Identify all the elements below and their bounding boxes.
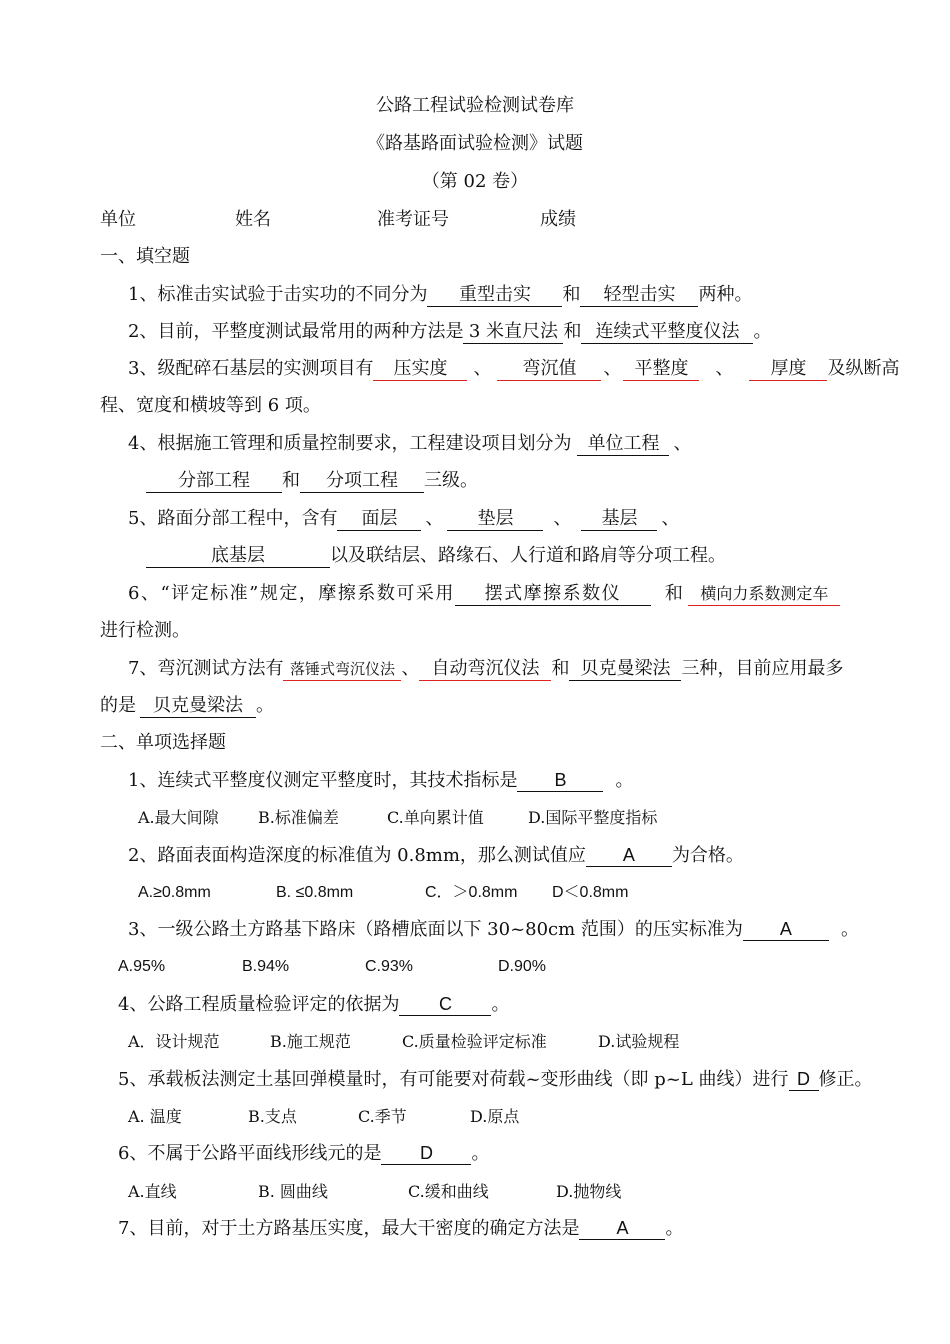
fill-answer: 贝克曼梁法 — [140, 695, 256, 718]
fill-answer: 底基层 — [146, 545, 330, 568]
fill-answer: 落锤式弯沉仪法 — [283, 658, 401, 681]
choice-answer: A — [586, 844, 672, 867]
option: A.直线 — [128, 1182, 177, 1201]
choice-question-5: 5、承载板法测定土基回弹模量时，有可能要对荷载~变形曲线（即 p~L 曲线）进行 D 修正。 — [118, 1069, 873, 1090]
field-unit: 单位 — [100, 209, 136, 230]
fill-answer: 轻型击实 — [580, 284, 698, 307]
field-ticket-number: 准考证号 — [377, 209, 449, 230]
option: A.95% — [118, 958, 166, 975]
option: B.标准偏差 — [258, 808, 339, 827]
fill-answer: 摆式摩擦系数仪 — [455, 583, 651, 606]
option: C.缓和曲线 — [408, 1182, 489, 1201]
choice-question-6: 6、不属于公路平面线形线元的是 D 。 — [118, 1143, 490, 1164]
fill-question-5: 5、路面分部工程中，含有 面层 、 垫层 、 基层 、 — [128, 508, 680, 529]
choice-answer: A — [743, 918, 829, 941]
fill-answer: 重型击实 — [427, 284, 562, 307]
section-fill-blank-title: 一、填空题 — [100, 246, 190, 267]
option: C.季节 — [358, 1107, 407, 1126]
fill-answer: 自动弯沉仪法 — [419, 658, 551, 681]
option: B.94% — [242, 958, 290, 975]
option: C.93% — [365, 958, 414, 975]
option: D.90% — [498, 958, 547, 975]
option: D.试验规程 — [598, 1032, 680, 1051]
fill-answer: 厚度 — [749, 358, 827, 381]
fill-question-7: 7、弯沉测试方法有 落锤式弯沉仪法 、 自动弯沉仪法 和 贝克曼梁法 三种，目前应用最多 — [128, 658, 844, 679]
fill-answer: 基层 — [581, 508, 657, 531]
fill-question-6-cont: 进行检测。 — [100, 620, 190, 641]
choice-question-2: 2、路面表面构造深度的标准值为 0.8mm，那么测试值应 A 为合格。 — [128, 845, 744, 866]
option: B. 圆曲线 — [258, 1182, 328, 1201]
fill-answer: 压实度 — [373, 358, 467, 381]
fill-question-6: 6、“评定标准”规定，摩擦系数可采用 摆式摩擦系数仪 和 横向力系数测定车 — [128, 582, 840, 606]
fill-answer: 面层 — [337, 508, 421, 531]
section-choice-title: 二、单项选择题 — [100, 732, 226, 753]
fill-answer: 平整度 — [623, 358, 699, 381]
fill-question-4-cont: 分部工程 和 分项工程 三级。 — [146, 469, 478, 493]
field-score: 成绩 — [540, 209, 576, 230]
option: A.最大间隙 — [138, 808, 219, 827]
option: C．＞0.8mm — [425, 884, 518, 901]
option: B.支点 — [248, 1107, 297, 1126]
fill-question-1: 1、标准击实试验于击实功的不同分为 重型击实 和 轻型击实 两种。 — [128, 284, 753, 305]
option: D.抛物线 — [556, 1182, 622, 1201]
fill-answer: 横向力系数测定车 — [688, 583, 840, 606]
exam-subtitle: 《路基路面试验检测》试题 — [367, 133, 583, 154]
option: A.≥0.8mm — [138, 884, 211, 901]
fill-answer: 贝克曼梁法 — [569, 658, 681, 681]
option: C.单向累计值 — [387, 808, 484, 827]
choice-answer: D — [789, 1068, 819, 1091]
choice-answer: D — [381, 1142, 471, 1165]
choice-question-3: 3、一级公路土方路基下路床（路槽底面以下 30~80cm 范围）的压实标准为 A 。 — [128, 919, 859, 940]
option: D.原点 — [470, 1107, 520, 1126]
option: A. 温度 — [128, 1107, 182, 1126]
fill-question-3: 3、级配碎石基层的实测项目有 压实度 、 弯沉值 、 平整度 、 厚度 及纵断高 — [128, 358, 900, 379]
option: A．设计规范 — [128, 1032, 220, 1051]
fill-question-7-cont: 的是 贝克曼梁法 。 — [100, 695, 274, 716]
option: B.施工规范 — [270, 1032, 351, 1051]
fill-answer: 单位工程 — [577, 433, 669, 456]
fill-question-2: 2、目前，平整度测试最常用的两种方法是 3 米直尺法 和 连续式平整度仪法 。 — [128, 321, 772, 342]
option: D＜0.8mm — [552, 884, 629, 901]
choice-question-1: 1、连续式平整度仪测定平整度时，其技术指标是 B 。 — [128, 770, 634, 791]
option: D.国际平整度指标 — [528, 808, 658, 827]
choice-answer: A — [579, 1217, 665, 1240]
fill-answer: 连续式平整度仪法 — [581, 321, 753, 344]
fill-answer: 分项工程 — [300, 470, 424, 493]
fill-answer: 弯沉值 — [497, 358, 601, 381]
fill-answer: 分部工程 — [146, 470, 282, 493]
fill-answer: 垫层 — [447, 508, 543, 531]
choice-answer: C — [399, 993, 491, 1016]
exam-title: 公路工程试验检测试卷库 — [376, 95, 574, 116]
choice-question-4: 4、公路工程质量检验评定的依据为 C 。 — [118, 994, 510, 1015]
option: C.质量检验评定标准 — [402, 1032, 547, 1051]
choice-answer: B — [517, 769, 603, 792]
fill-question-4: 4、根据施工管理和质量控制要求，工程建设项目划分为 单位工程 、 — [128, 433, 692, 454]
field-name: 姓名 — [235, 209, 271, 230]
fill-question-3-cont: 程、宽度和横坡等到 6 项。 — [100, 395, 321, 416]
fill-question-5-cont: 底基层 以及联结层、路缘石、人行道和路肩等分项工程。 — [146, 544, 726, 568]
exam-volume: （第 02 卷） — [421, 171, 529, 192]
option: B. ≤0.8mm — [276, 884, 354, 901]
choice-question-7: 7、目前，对于土方路基压实度，最大干密度的确定方法是 A 。 — [118, 1218, 684, 1239]
fill-answer: 3 米直尺法 — [463, 321, 563, 344]
